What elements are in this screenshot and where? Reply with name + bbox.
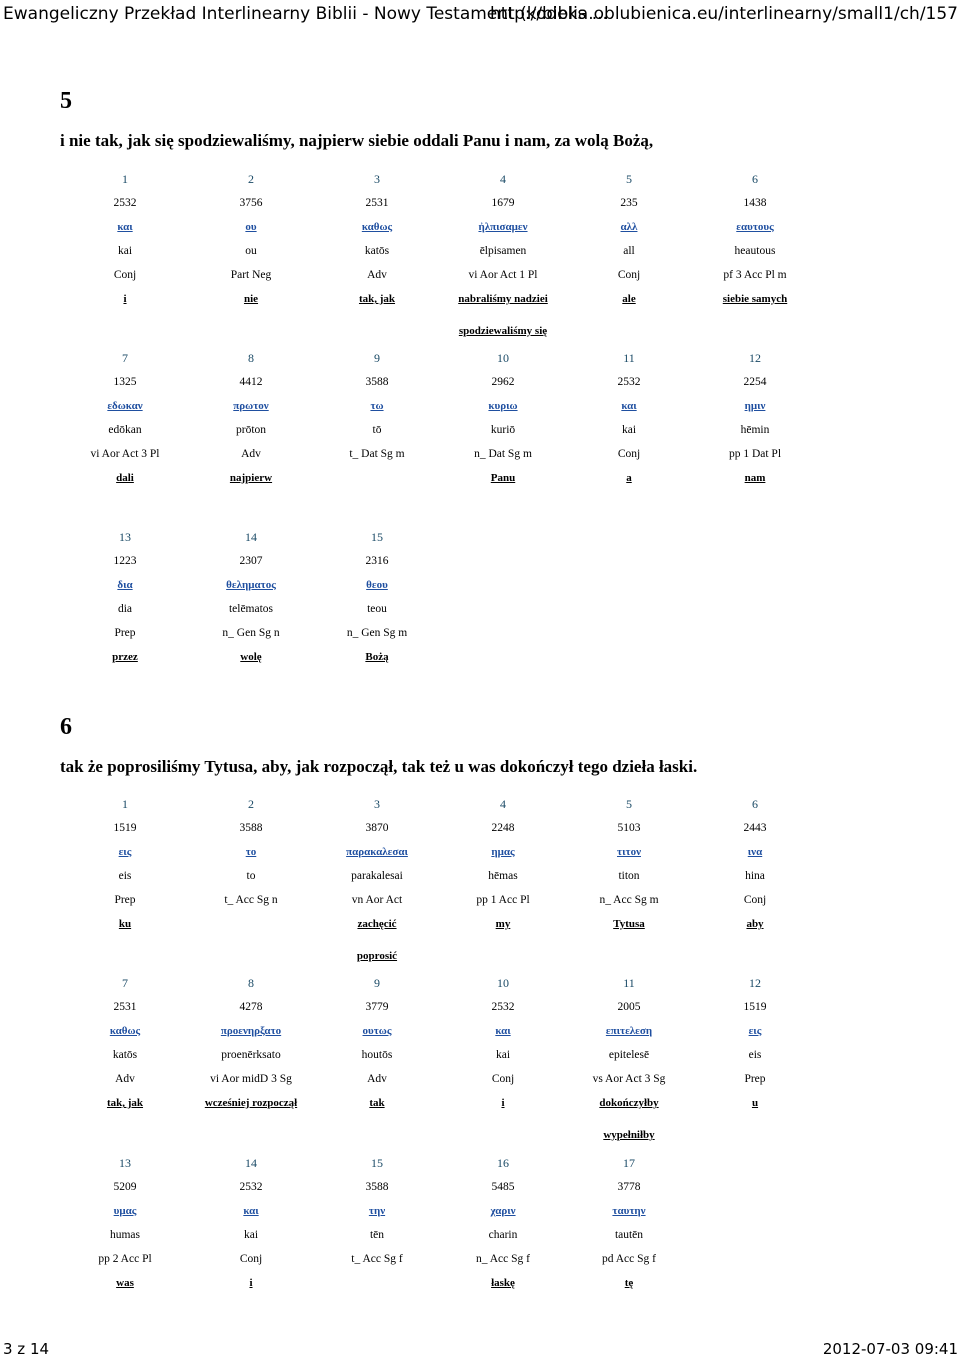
morphology: Adv [367, 269, 387, 281]
word-position: 14 [245, 530, 257, 544]
verse-translation: i nie tak, jak się spodziewaliśmy, najpierw siebie oddali Panu i nam, za wolą Bożą, [60, 131, 654, 150]
greek-word-link[interactable]: το [245, 846, 257, 858]
morphology: Part Neg [230, 269, 272, 281]
strong-number: 3588 [365, 1181, 389, 1193]
word-position: 14 [245, 1156, 257, 1170]
polish-translation-link[interactable]: najpierw [229, 472, 273, 484]
word-position: 10 [497, 351, 509, 365]
transliteration: hēmas [488, 870, 518, 882]
word-position: 13 [119, 530, 131, 544]
polish-translation-link[interactable]: zachęcić [357, 918, 397, 930]
polish-translation-link[interactable]: u [751, 1097, 759, 1109]
greek-word-link[interactable]: και [621, 400, 637, 412]
greek-word-link[interactable]: υμας [113, 1205, 137, 1217]
word-position: 5 [626, 797, 632, 811]
greek-word-link[interactable]: ταυτην [612, 1205, 646, 1217]
greek-word-link[interactable]: πρωτον [233, 400, 269, 412]
strong-number: 2254 [743, 376, 767, 388]
greek-word-link[interactable]: εαυτους [736, 221, 774, 233]
strong-number: 1325 [113, 376, 137, 388]
strong-number: 4412 [239, 376, 263, 388]
word-position: 9 [374, 976, 380, 990]
transliteration: epitelesē [608, 1049, 650, 1061]
greek-word-link[interactable]: εδωκαν [107, 400, 143, 412]
strong-number: 1679 [491, 197, 515, 209]
word-position: 13 [119, 1156, 131, 1170]
polish-translation-link[interactable]: dali [116, 472, 134, 484]
word-position: 1 [122, 172, 128, 186]
transliteration: kai [495, 1049, 511, 1061]
page-title: Ewangeliczny Przekład Interlinearny Biblii - Nowy Testament (kodeks ... [3, 4, 608, 24]
transliteration: eis [748, 1049, 762, 1061]
word-position: 12 [749, 351, 761, 365]
strong-number: 5485 [491, 1181, 515, 1193]
morphology: n_ Dat Sg m [474, 448, 532, 460]
greek-word-link[interactable]: ἠλπισαμεν [478, 221, 528, 233]
page-counter: 3 z 14 [3, 1340, 50, 1358]
transliteration: tautēn [614, 1229, 644, 1241]
word-position: 2 [248, 172, 254, 186]
alternate-translation-link[interactable]: wypełniłby [603, 1129, 655, 1141]
greek-word-link[interactable]: χαριν [490, 1205, 516, 1217]
polish-translation-link[interactable]: aby [746, 918, 764, 930]
transliteration: to [246, 870, 256, 882]
strong-number: 2532 [113, 197, 137, 209]
strong-number: 2962 [491, 376, 515, 388]
polish-translation-link[interactable]: nam [744, 472, 766, 484]
morphology: vi Aor Act 1 Pl [468, 269, 538, 281]
polish-translation-link[interactable]: i [123, 293, 127, 305]
greek-word-link[interactable]: ημιν [744, 400, 766, 412]
strong-number: 3779 [365, 1001, 389, 1013]
morphology: vs Aor Act 3 Sg [592, 1073, 666, 1085]
polish-translation-link[interactable]: ale [622, 293, 636, 305]
word-position: 10 [497, 976, 509, 990]
word-position: 8 [248, 351, 254, 365]
morphology: Prep [744, 1073, 766, 1085]
word-position: 7 [122, 976, 128, 990]
greek-word-link[interactable]: και [117, 221, 133, 233]
polish-translation-link[interactable]: was [116, 1277, 134, 1289]
word-position: 2 [248, 797, 254, 811]
morphology: n_ Gen Sg n [222, 627, 280, 639]
transliteration: hēmin [740, 424, 770, 436]
greek-word-link[interactable]: παρακαλεσαι [346, 846, 408, 858]
transliteration: titon [618, 870, 640, 882]
word-position: 3 [374, 172, 380, 186]
word-position: 4 [500, 172, 506, 186]
print-timestamp: 2012-07-03 09:41 [822, 1340, 958, 1358]
strong-number: 3756 [239, 197, 263, 209]
transliteration: tēn [369, 1229, 385, 1241]
greek-word-link[interactable]: και [495, 1025, 511, 1037]
strong-number: 2532 [239, 1181, 263, 1193]
polish-translation-link[interactable]: tę [624, 1277, 634, 1289]
transliteration: telēmatos [228, 603, 274, 615]
strong-number: 5103 [617, 822, 641, 834]
morphology: vi Aor Act 3 Pl [90, 448, 160, 460]
strong-number: 2005 [617, 1001, 641, 1013]
polish-translation-link[interactable]: tak, jak [106, 1097, 144, 1109]
word-position: 9 [374, 351, 380, 365]
morphology: pp 1 Acc Pl [476, 894, 530, 906]
transliteration: parakalesai [351, 870, 403, 882]
morphology: Adv [115, 1073, 135, 1085]
strong-number: 2531 [365, 197, 389, 209]
word-position: 8 [248, 976, 254, 990]
polish-translation-link[interactable]: wolę [240, 651, 262, 663]
transliteration: heautous [734, 245, 776, 257]
transliteration: teou [367, 603, 387, 615]
greek-word-link[interactable]: θεληματος [226, 579, 276, 591]
word-position: 15 [371, 530, 383, 544]
transliteration: tō [372, 424, 382, 436]
strong-number: 2532 [491, 1001, 515, 1013]
morphology: Prep [114, 627, 136, 639]
strong-number: 235 [620, 197, 638, 209]
greek-word-link[interactable]: καθως [361, 221, 393, 233]
greek-word-link[interactable]: την [368, 1205, 386, 1217]
morphology: vi Aor midD 3 Sg [210, 1073, 292, 1085]
transliteration: ou [245, 245, 257, 257]
polish-translation-link[interactable]: i [501, 1097, 505, 1109]
morphology: n_ Gen Sg m [346, 627, 408, 639]
verse-number: 6 [60, 714, 72, 740]
strong-number: 3778 [617, 1181, 641, 1193]
polish-translation-link[interactable]: dokończyłby [599, 1097, 659, 1109]
transliteration: edōkan [108, 424, 142, 436]
word-position: 7 [122, 351, 128, 365]
transliteration: ēlpisamen [479, 245, 527, 257]
word-position: 15 [371, 1156, 383, 1170]
transliteration: all [623, 245, 635, 257]
word-position: 17 [623, 1156, 635, 1170]
polish-translation-link[interactable]: nabraliśmy nadziei [458, 293, 548, 305]
polish-translation-link[interactable]: a [626, 472, 632, 484]
greek-word-link[interactable]: τιτον [617, 846, 641, 858]
greek-word-link[interactable]: ουτως [362, 1025, 392, 1037]
polish-translation-link[interactable]: przez [112, 651, 138, 663]
morphology: pd Acc Sg f [602, 1253, 656, 1265]
verse-number: 5 [60, 88, 72, 114]
alternate-translation-link[interactable]: poprosić [356, 950, 398, 962]
greek-word-link[interactable]: τω [370, 400, 384, 412]
polish-translation-link[interactable]: ku [118, 918, 132, 930]
strong-number: 3588 [365, 376, 389, 388]
strong-number: 3588 [239, 822, 263, 834]
morphology: pf 3 Acc Pl m [723, 269, 787, 281]
morphology: Adv [241, 448, 261, 460]
word-position: 6 [752, 797, 758, 811]
polish-translation-link[interactable]: Bożą [365, 651, 389, 663]
polish-translation-link[interactable]: łaskę [491, 1277, 515, 1289]
transliteration: kuriō [490, 424, 516, 436]
polish-translation-link[interactable]: my [495, 918, 511, 930]
transliteration: hina [745, 870, 765, 882]
transliteration: houtōs [361, 1049, 393, 1061]
word-position: 6 [752, 172, 758, 186]
strong-number: 2531 [113, 1001, 137, 1013]
strong-number: 1519 [743, 1001, 767, 1013]
transliteration: katōs [112, 1049, 138, 1061]
greek-word-link[interactable]: ινα [747, 846, 763, 858]
morphology: Conj [491, 1073, 515, 1085]
word-position: 11 [623, 976, 635, 990]
verse-translation: tak że poprosiliśmy Tytusa, aby, jak rozpoczął, tak też u was dokończył tego dzieła łaski. [60, 757, 698, 776]
morphology: Conj [239, 1253, 263, 1265]
greek-word-link[interactable]: θεου [366, 579, 388, 591]
transliteration: charin [488, 1229, 518, 1241]
strong-number: 5209 [113, 1181, 137, 1193]
polish-translation-link[interactable]: Panu [490, 472, 516, 484]
greek-word-link[interactable]: ου [245, 221, 257, 233]
word-position: 12 [749, 976, 761, 990]
greek-word-link[interactable]: εις [118, 846, 132, 858]
greek-word-link[interactable]: επιτελεση [605, 1025, 653, 1037]
greek-word-link[interactable]: αλλ [620, 221, 638, 233]
morphology: n_ Acc Sg m [599, 894, 659, 906]
transliteration: kai [243, 1229, 259, 1241]
morphology: pp 1 Dat Pl [728, 448, 782, 460]
greek-word-link[interactable]: καθως [109, 1025, 141, 1037]
morphology: pp 2 Acc Pl [98, 1253, 152, 1265]
morphology: Conj [743, 894, 767, 906]
polish-translation-link[interactable]: tak, jak [358, 293, 396, 305]
polish-translation-link[interactable]: siebie samych [722, 293, 788, 305]
morphology: Adv [367, 1073, 387, 1085]
transliteration: katōs [364, 245, 390, 257]
browser-print-header [0, 0, 960, 30]
transliteration: eis [118, 870, 132, 882]
strong-number: 1519 [113, 822, 137, 834]
word-position: 5 [626, 172, 632, 186]
morphology: t_ Acc Sg f [351, 1253, 403, 1265]
strong-number: 2443 [743, 822, 767, 834]
word-position: 16 [497, 1156, 509, 1170]
greek-word-link[interactable]: κυριω [488, 400, 518, 412]
greek-word-link[interactable]: προενηρξατο [220, 1025, 282, 1037]
greek-word-link[interactable]: ημας [491, 846, 515, 858]
polish-translation-link[interactable]: Tytusa [613, 918, 645, 930]
greek-word-link[interactable]: δια [117, 579, 133, 591]
polish-translation-link[interactable]: tak [369, 1097, 385, 1109]
morphology: Conj [113, 269, 137, 281]
morphology: Conj [617, 448, 641, 460]
strong-number: 2307 [239, 555, 263, 567]
morphology: n_ Acc Sg f [476, 1253, 530, 1265]
strong-number: 3870 [365, 822, 389, 834]
transliteration: kai [621, 424, 637, 436]
polish-translation-link[interactable]: wcześniej rozpoczął [204, 1097, 298, 1109]
word-position: 11 [623, 351, 635, 365]
alternate-translation-link[interactable]: spodziewaliśmy się [458, 325, 548, 337]
morphology: t_ Acc Sg n [224, 894, 278, 906]
strong-number: 1223 [113, 555, 137, 567]
strong-number: 2248 [491, 822, 515, 834]
transliteration: kai [117, 245, 133, 257]
transliteration: proenērksato [221, 1049, 281, 1061]
greek-word-link[interactable]: και [243, 1205, 259, 1217]
transliteration: prōton [235, 424, 267, 436]
polish-translation-link[interactable]: i [249, 1277, 253, 1289]
transliteration: humas [109, 1229, 141, 1241]
polish-translation-link[interactable]: nie [243, 293, 259, 305]
word-position: 4 [500, 797, 506, 811]
morphology: vn Aor Act [351, 894, 403, 906]
transliteration: dia [117, 603, 133, 615]
strong-number: 1438 [743, 197, 767, 209]
greek-word-link[interactable]: εις [748, 1025, 762, 1037]
morphology: t_ Dat Sg m [349, 448, 405, 460]
word-position: 1 [122, 797, 128, 811]
strong-number: 2532 [617, 376, 641, 388]
morphology: Conj [617, 269, 641, 281]
strong-number: 4278 [239, 1001, 263, 1013]
word-position: 3 [374, 797, 380, 811]
strong-number: 2316 [365, 555, 389, 567]
morphology: Prep [114, 894, 136, 906]
page-url[interactable]: http://biblia.oblubienica.eu/interlinearny/small1/ch/157 [489, 4, 958, 24]
